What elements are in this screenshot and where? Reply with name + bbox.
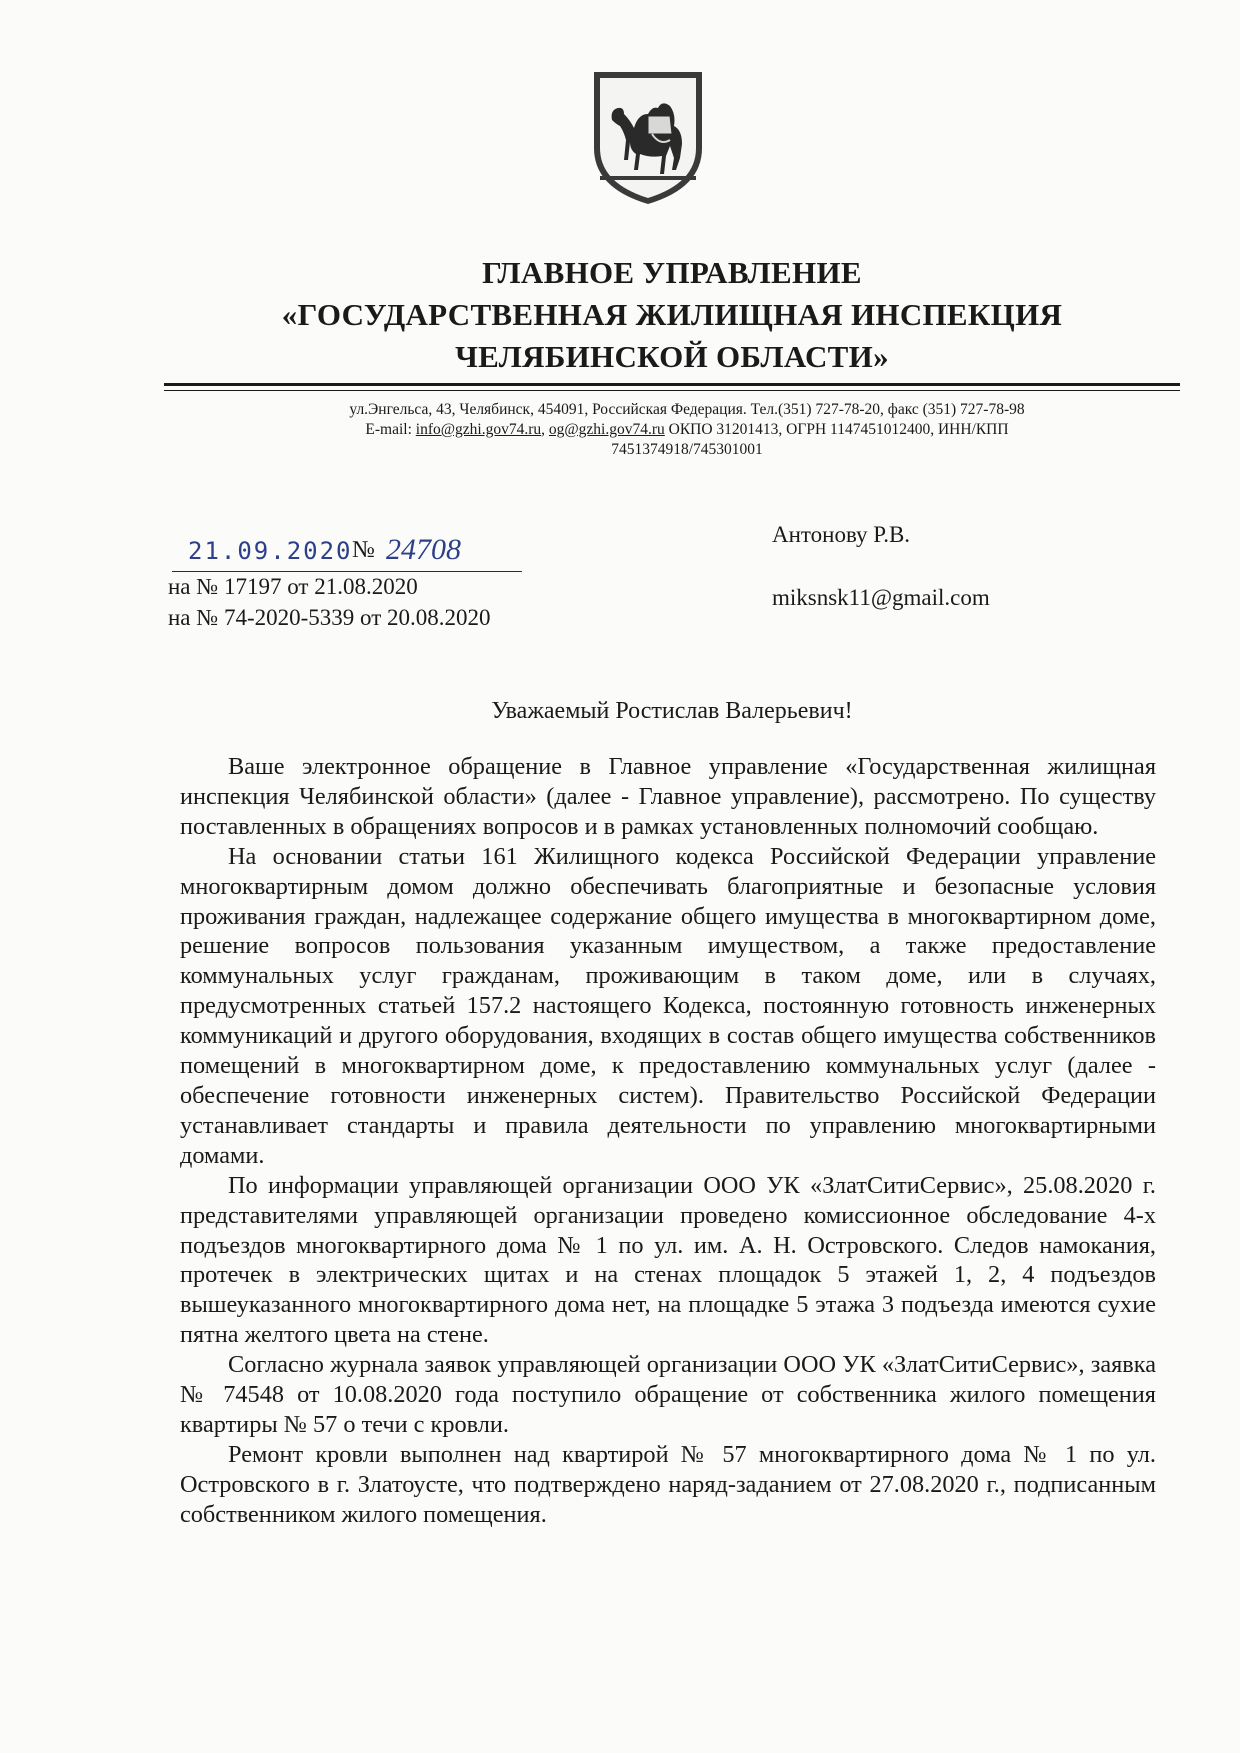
salutation: Уважаемый Ростислав Валерьевич!: [491, 698, 853, 724]
recipient-name: Антонову Р.В.: [772, 522, 911, 547]
org-title-line: ЧЕЛЯБИНСКОЙ ОБЛАСТИ»: [455, 339, 889, 374]
reference-block: [168, 571, 491, 633]
outgoing-number-field: [172, 535, 522, 572]
recipient-email: miksnsk11@gmail.com: [772, 585, 990, 610]
body-paragraph: Ремонт кровли выполнен над квартирой № 57 многоквартирного дома № 1 по ул. Островского в г. Златоусте, что подтверждено наряд-заданием от 27.08.2020 г., подписанным собственником жилого помещения.: [180, 1440, 1156, 1528]
inn-kpp: 7451374918/745301001: [611, 441, 763, 458]
body-paragraph: Ваше электронное обращение в Главное управление «Государственная жилищная инспекция Челябинской области» (далее - Главное управление), рассмотрено. По существу поставленных в обращениях вопросов и в рамках установленных полномочий сообщаю.: [180, 753, 1156, 840]
body-paragraph: Согласно журнала заявок управляющей организации ООО УК «ЗлатСитиСервис», заявка № 74548 от 10.08.2020 года поступило обращение от собственника жилого помещения квартиры № 57 о течи с кровли.: [180, 1351, 1156, 1438]
address-line: ул.Энгельса, 43, Челябинск, 454091, Российская Федерация. Тел.(351) 727-78-20, факс (351) 727-78-98: [349, 401, 1025, 418]
body-paragraph: По информации управляющей организации ООО УК «ЗлатСитиСервис», 25.08.2020 г. представителями управляющей организации проведено комиссионное обследование 4-х подъездов многоквартирного дома № 1 по ул. им. А. Н. Островского. Следов намокания, протечек в электрических щитах и на стенах площадок 5 этажей 1, 2, 4 подъездов вышеуказанного многоквартирного дома нет, на площадке 5 этажа 3 подъезда имеются сухие пятна желтого цвета на стене.: [180, 1171, 1156, 1349]
letter-number: 24708: [386, 533, 461, 566]
org-title-line: «ГОСУДАРСТВЕННАЯ ЖИЛИЩНАЯ ИНСПЕКЦИЯ: [281, 297, 1063, 332]
email-label: E-mail:: [365, 421, 412, 438]
org-title-line: ГЛАВНОЕ УПРАВЛЕНИЕ: [482, 255, 862, 290]
reference-line: на № 74-2020-5339 от 20.08.2020: [168, 605, 491, 630]
email-line: E-mail: info@gzhi.gov74.ru, og@gzhi.gov74.ru ОКПО 31201413, ОГРН 1147451012400, ИНН/КПП: [365, 421, 1009, 438]
header-divider: [164, 383, 1180, 386]
reference-line: на № 17197 от 21.08.2020: [168, 574, 418, 599]
chelyabinsk-coat-of-arms-icon: [590, 70, 706, 206]
email-link-info[interactable]: info@gzhi.gov74.ru: [415, 421, 542, 438]
letter-body: [180, 752, 1156, 1530]
body-paragraph: На основании статьи 161 Жилищного кодекса Российской Федерации управление многоквартирным домом должно обеспечивать благоприятные и безопасные условия проживания граждан, надлежащее содержание общего имущества в многоквартирном доме, решение вопросов пользования указанным имуществом, а также предоставление коммунальных услуг гражданам, проживающим в таком доме, или в случаях, предусмотренных статьей 157.2 настоящего Кодекса, постоянную готовность инженерных коммуникаций и другого оборудования, входящих в состав общего имущества собственников помещений в многоквартирном доме, к предоставлению коммунальных услуг (далее - обеспечение готовности инженерных систем). Правительство Российской Федерации устанавливает стандарты и правила деятельности по управлению многоквартирными домами.: [180, 842, 1156, 1169]
registration-codes: ОКПО 31201413, ОГРН 1147451012400, ИНН/КПП: [668, 421, 1009, 438]
email-link-og[interactable]: og@gzhi.gov74.ru: [548, 421, 665, 438]
header-divider-thin: [164, 390, 1180, 391]
number-label: №: [352, 537, 375, 563]
organization-title: [150, 252, 1194, 378]
contact-block: [230, 400, 1144, 460]
letter-date: 21.09.2020: [188, 537, 353, 565]
